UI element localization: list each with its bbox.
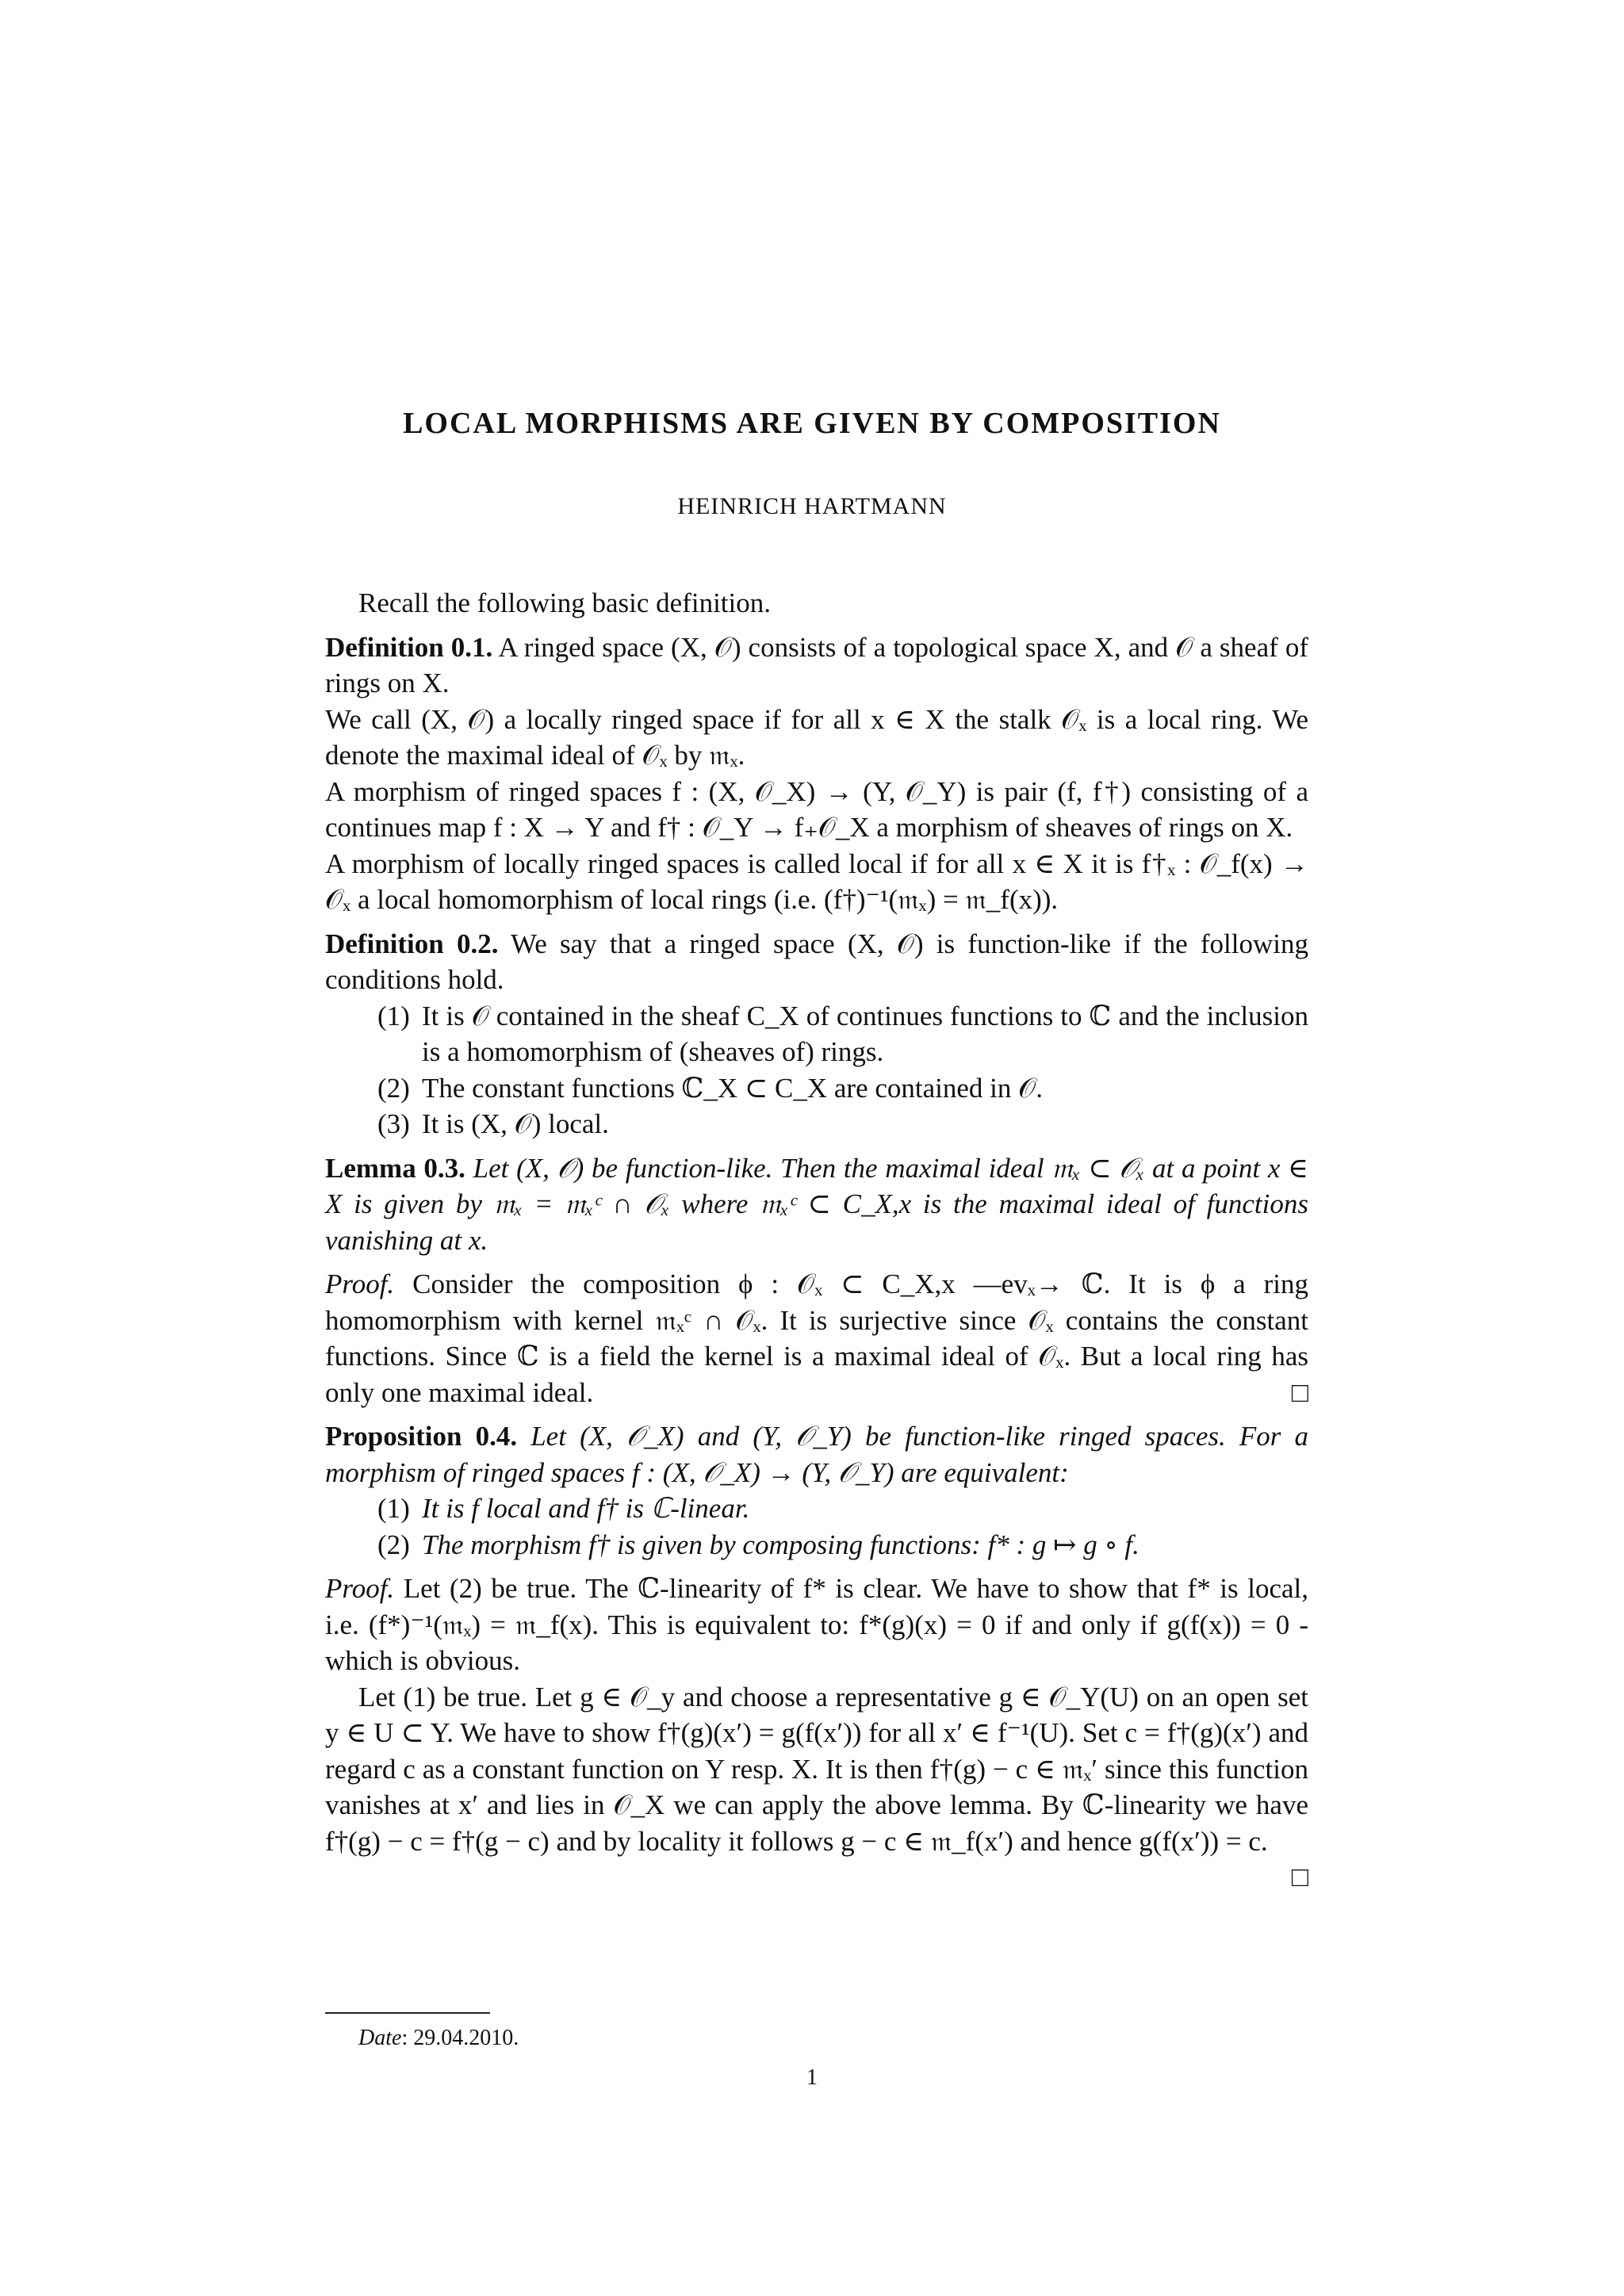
proof-proposition: [325, 1571, 1308, 1679]
proposition-0-4: [325, 1418, 1308, 1490]
definition-heading: Definition 0.2.: [325, 928, 499, 959]
lemma-heading: Lemma 0.3.: [325, 1152, 465, 1184]
definition-0-2: [325, 926, 1308, 998]
proof-heading: Proof.: [325, 1269, 395, 1299]
paper-body: [325, 585, 1308, 1896]
definition-text: We say that a ringed space (X, 𝒪) is function-like if the following conditions hold.: [325, 928, 1308, 995]
equivalences-list: [325, 1490, 1308, 1563]
definition-text: A ringed space (X, 𝒪) consists of a topological space X, and 𝒪 a sheaf of rings on X.: [325, 631, 1308, 698]
proof-lemma: [325, 1266, 1308, 1410]
list-item: (3) It is (X, 𝒪) local.: [377, 1108, 609, 1139]
footnote-rule: [325, 2012, 490, 2014]
definition-heading: Definition 0.1.: [325, 631, 493, 663]
list-item: (1) It is f local and f† is ℂ-linear.: [377, 1493, 750, 1524]
definition-paragraph: We call (X, 𝒪) a locally ringed space if for all x ∈ X the stalk 𝒪ₓ is a local ring. We denote the maximal ideal of 𝒪ₓ by 𝔪ₓ.: [325, 703, 1308, 771]
proof-text: Consider the composition ϕ : 𝒪ₓ ⊂ C_X,x —evₓ→ ℂ. It is ϕ a ring homomorphism with kernel 𝔪ₓᶜ ∩ 𝒪ₓ. It is surjective since 𝒪ₓ contains the constant functions. Since ℂ is a field the kernel is a maximal ideal of 𝒪ₓ. But a local ring has only one maximal ideal.: [325, 1269, 1309, 1408]
author-name: HEINRICH HARTMANN: [677, 493, 947, 519]
definition-paragraph: A morphism of ringed spaces f : (X, 𝒪_X) → (Y, 𝒪_Y) is pair (f, f†) consisting of a continues map f : X → Y and f† : 𝒪_Y → f₊𝒪_X a morphism of sheaves of rings on X.: [325, 775, 1308, 843]
qed-symbol: □: [1291, 1376, 1308, 1408]
list-item: (2) The constant functions ℂ_X ⊂ C_X are contained in 𝒪.: [377, 1072, 1043, 1104]
proof-heading: Proof.: [325, 1573, 395, 1604]
list-item: (2) The morphism f† is given by composing functions: f* : g ↦ g ∘ f.: [377, 1529, 1139, 1560]
conditions-list: [325, 998, 1308, 1142]
footnote-value: : 29.04.2010.: [401, 2026, 519, 2050]
paper-title: LOCAL MORPHISMS ARE GIVEN BY COMPOSITION: [403, 407, 1221, 440]
qed-symbol: □: [1291, 1862, 1308, 1892]
proof-text: Let (2) be true. The ℂ-linearity of f* is clear. We have to show that f* is local, i.e. (f*)⁻¹(𝔪ₓ) = 𝔪_f(x). This is equivalent to: f*(g)(x) = 0 if and only if g(f(x)) = 0 - which is obvious.: [325, 1573, 1308, 1676]
list-item: (1) It is 𝒪 contained in the sheaf C_X of continues functions to ℂ and the inclusion is a homomorphism of (sheaves of) rings.: [377, 1000, 1308, 1067]
page-number: 1: [806, 2065, 818, 2090]
lemma-0-3: [325, 1150, 1308, 1259]
definition-0-1: [325, 629, 1308, 702]
lemma-text: Let (X, 𝒪) be function-like. Then the maximal ideal 𝔪ₓ ⊂ 𝒪ₓ at a point x ∈ X is given by 𝔪ₓ = 𝔪ₓᶜ ∩ 𝒪ₓ where 𝔪ₓᶜ ⊂ C_X,x is the maximal ideal of functions vanishing at x.: [325, 1152, 1308, 1256]
definition-paragraph: A morphism of locally ringed spaces is called local if for all x ∈ X it is f†ₓ : 𝒪_f(x) → 𝒪ₓ a local homomorphism of local rings (i.e. (f†)⁻¹(𝔪ₓ) = 𝔪_f(x)).: [325, 848, 1308, 915]
proof-paragraph: Let (1) be true. Let g ∈ 𝒪_y and choose a representative g ∈ 𝒪_Y(U) on an open set y ∈ U ⊂ Y. We have to show f†(g)(x′) = g(f(x′)) for all x′ ∈ f⁻¹(U). Set c = f†(g)(x′) and regard c as a constant function on Y resp. X. It is then f†(g) − c ∈ 𝔪ₓ′ since this function vanishes at x′ and lies in 𝒪_X we can apply the above lemma. By ℂ-linearity we have f†(g) − c = f†(g − c) and by locality it follows g − c ∈ 𝔪_f(x′) and hence g(f(x′)) = c. □: [325, 1679, 1308, 1860]
proposition-heading: Proposition 0.4.: [325, 1421, 518, 1452]
intro-paragraph: Recall the following basic definition.: [358, 587, 772, 618]
proposition-text: Let (X, 𝒪_X) and (Y, 𝒪_Y) be function-like ringed spaces. For a morphism of ringed spaces f : (X, 𝒪_X) → (Y, 𝒪_Y) are equivalent:: [325, 1421, 1309, 1488]
date-footnote: [358, 2026, 519, 2051]
footnote-label: Date: [358, 2026, 402, 2050]
